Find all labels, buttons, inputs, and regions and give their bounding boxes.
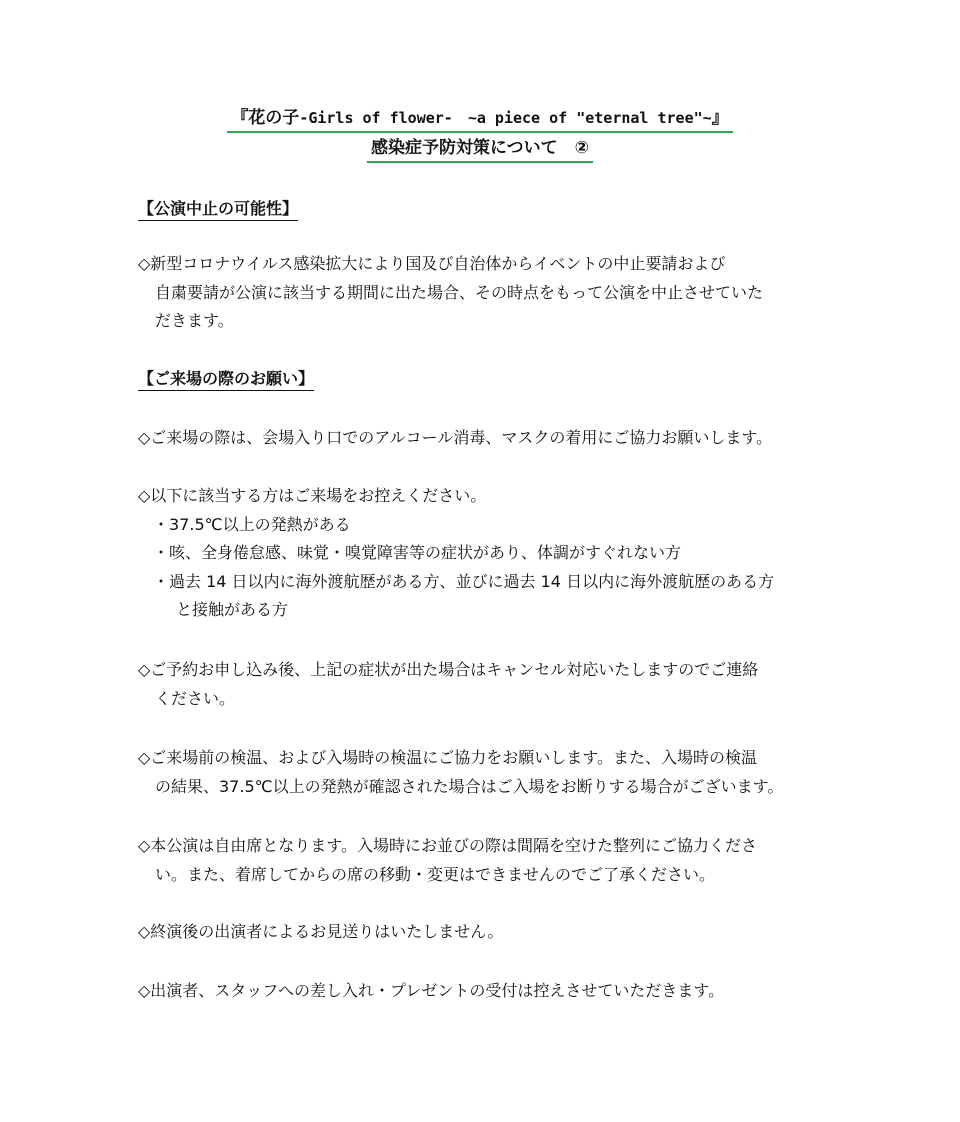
text-line: ◇ご来場前の検温、および入場時の検温にご協力をお願いします。また、入場時の検温 — [138, 748, 758, 767]
text-line: ◇出演者、スタッフへの差し入れ・プレゼントの受付は控えさせていただきます。 — [138, 981, 725, 1000]
paragraph-refrain — [138, 482, 838, 625]
title-underline — [227, 106, 732, 133]
subtitle-text: 感染症予防対策について ② — [370, 138, 590, 158]
title-part-end: 』 — [711, 108, 729, 128]
paragraph-temperature — [138, 744, 838, 801]
paragraph-cancellation — [138, 656, 838, 713]
text-line: ◇以下に該当する方はご来場をお控えください。 — [138, 486, 487, 505]
text-line: 自粛要請が公演に該当する期間に出た場合、その時点をもって公演を中止させていた — [155, 282, 764, 302]
title-part-en: -Girls of flower- ~a piece of "eternal tree"~ — [299, 109, 712, 127]
section-heading-cancel: 【公演中止の可能性】 — [138, 198, 298, 221]
text-line: い。また、着席してからの席の移動・変更はできませんのでご了承ください。 — [155, 864, 716, 884]
text-line: だきます。 — [155, 311, 234, 330]
subtitle-underline — [367, 136, 593, 163]
text-line: の結果、37.5℃以上の発熱が確認された場合はご入場をお断りする場合がございます。 — [155, 776, 784, 796]
paragraph-no-sendoff — [138, 918, 838, 947]
bullet-item: ・37.5℃以上の発熱がある — [153, 514, 351, 534]
bullet-item: ・咳、全身倦怠感、味覚・嗅覚障害等の症状があり、体調がすぐれない方 — [153, 543, 682, 562]
document-title — [0, 106, 960, 133]
paragraph-no-gifts — [138, 977, 838, 1006]
section-heading-visit: 【ご来場の際のお願い】 — [138, 368, 314, 391]
text-line: ◇ご来場の際は、会場入り口でのアルコール消毒、マスクの着用にご協力お願いします。 — [138, 428, 773, 447]
document-subtitle — [0, 136, 960, 163]
bullet-item-continuation: と接触がある方 — [176, 600, 289, 619]
paragraph-sanitize — [138, 424, 838, 453]
bullet-item: ・過去 14 日以内に海外渡航歴がある方、並びに過去 14 日以内に海外渡航歴のある方 — [153, 571, 775, 591]
text-line: ◇本公演は自由席となります。入場時にお並びの際は間隔を空けた整列にご協力くださ — [138, 836, 758, 855]
text-line: ください。 — [155, 688, 236, 708]
paragraph-seating — [138, 832, 838, 889]
title-part-jp: 『花の子 — [231, 108, 300, 128]
text-line: ◇終演後の出演者によるお見送りはいたしません。 — [138, 922, 504, 941]
text-line: ◇ご予約お申し込み後、上記の症状が出た場合はキャンセル対応いたしますのでご連絡 — [138, 660, 759, 679]
text-line: ◇新型コロナウイルス感染拡大により国及び自治体からイベントの中止要請および — [138, 254, 726, 273]
paragraph-cancel — [138, 250, 838, 336]
